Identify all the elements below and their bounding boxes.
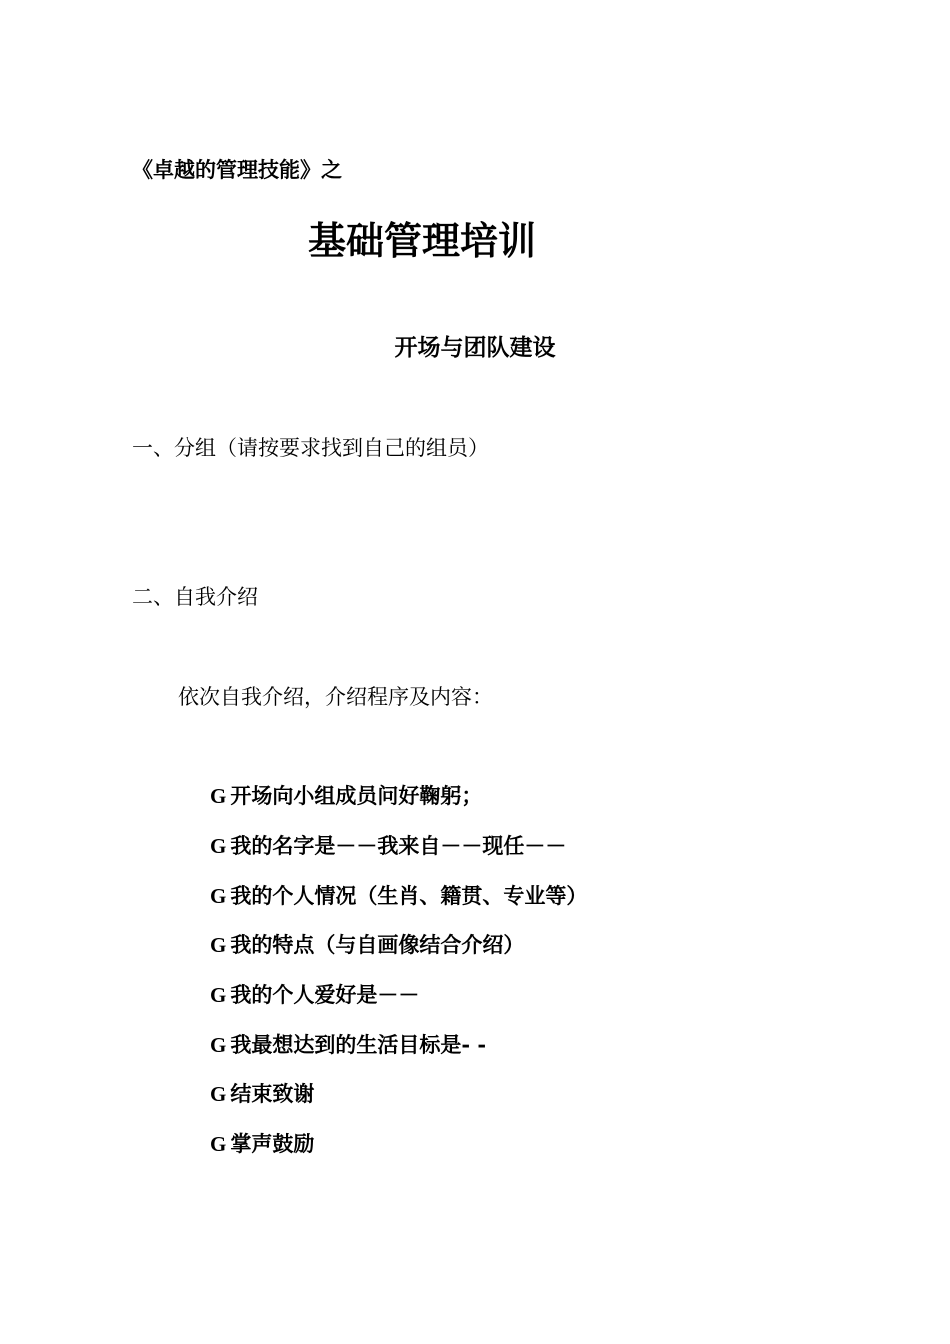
- bullet-mark: G: [210, 983, 227, 1007]
- list-item: [210, 1128, 314, 1160]
- list-item: [210, 830, 566, 862]
- section-heading-self-intro: 二、自我介绍: [132, 585, 258, 609]
- sub-title: 开场与团队建设: [394, 335, 556, 361]
- list-item-text: 我的特点（与自画像结合介绍）: [230, 932, 525, 957]
- intro-text: 依次自我介绍，介绍程序及内容：: [178, 685, 493, 709]
- list-item-text: 我最想达到的生活目标是- -: [230, 1032, 487, 1057]
- bullet-mark: G: [210, 884, 227, 908]
- list-item-text: 我的名字是－－我来自－－现任－－: [230, 833, 567, 858]
- list-item: [210, 1078, 314, 1110]
- list-item-text: 掌声鼓励: [230, 1131, 315, 1156]
- bullet-mark: G: [210, 1082, 227, 1106]
- section-heading-grouping: 一、分组（请按要求找到自己的组员）: [132, 436, 489, 460]
- list-item: [210, 880, 587, 912]
- main-title: 基础管理培训: [307, 219, 536, 263]
- bullet-mark: G: [210, 784, 227, 808]
- list-item: [210, 979, 419, 1011]
- bullet-mark: G: [210, 933, 227, 957]
- list-item-text: 我的个人情况（生肖、籍贯、专业等）: [230, 883, 588, 908]
- list-item: [210, 1029, 486, 1061]
- list-item: [210, 929, 524, 961]
- list-item: [210, 780, 482, 812]
- list-item-text: 结束致谢: [230, 1081, 315, 1106]
- bullet-mark: G: [210, 1132, 227, 1156]
- bullet-mark: G: [210, 834, 227, 858]
- list-item-text: 开场向小组成员问好鞠躬；: [230, 783, 483, 808]
- bullet-mark: G: [210, 1033, 227, 1057]
- series-title: 《卓越的管理技能》之: [132, 158, 342, 182]
- list-item-text: 我的个人爱好是－－: [230, 982, 420, 1007]
